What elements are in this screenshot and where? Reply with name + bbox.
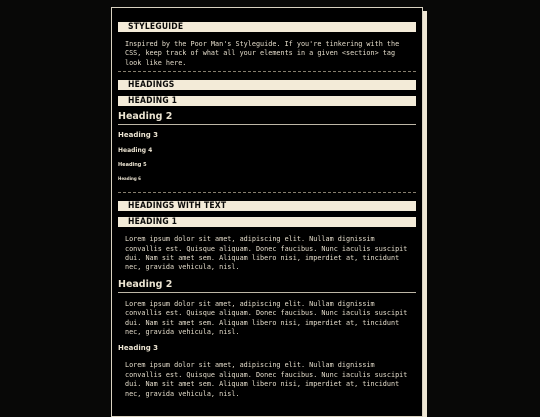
heading-3-with-text: Heading 3 <box>118 344 159 353</box>
styleguide-title: STYLEGUIDE <box>118 22 416 32</box>
heading-2-sample: Heading 2 <box>118 111 416 125</box>
heading-6-sample: Heading 6 <box>118 176 141 182</box>
heading-4-sample: Heading 4 <box>118 147 153 155</box>
heading-2-with-text: Heading 2 <box>118 279 416 293</box>
paragraph-after-heading-3: Lorem ipsum dolor sit amet, adipiscing elit. Nullam dignissim convallis est. Quisque aliquam. Donec faucibus. Nunc iaculis suscipit dui. Nam sit amet sem. Aliquam libero nisi, imperdiet at, tincidunt nec, gravida vehicula, nisl. <box>125 361 408 398</box>
section-title-headings: HEADINGS <box>118 80 416 90</box>
heading-3-sample: Heading 3 <box>118 131 159 140</box>
styleguide-intro: Inspired by the Poor Man's Styleguide. If you're tinkering with the CSS, keep track of what all your elements in a given <section> tag look like here. <box>125 40 400 67</box>
heading-1-sample: HEADING 1 <box>118 96 416 106</box>
heading-1-with-text: HEADING 1 <box>118 217 416 227</box>
paragraph-after-heading-1: Lorem ipsum dolor sit amet, adipiscing elit. Nullam dignissim convallis est. Quisque aliquam. Donec faucibus. Nunc iaculis suscipit dui. Nam sit amet sem. Aliquam libero nisi, imperdiet at, tincidunt nec, gravida vehicula, nisl. <box>125 235 408 272</box>
section-title-headings-with-text: HEADINGS WITH TEXT <box>118 201 416 211</box>
styleguide-panel <box>111 7 423 417</box>
paragraph-after-heading-2: Lorem ipsum dolor sit amet, adipiscing elit. Nullam dignissim convallis est. Quisque aliquam. Donec faucibus. Nunc iaculis suscipit dui. Nam sit amet sem. Aliquam libero nisi, imperdiet at, tincidunt nec, gravida vehicula, nisl. <box>125 299 408 337</box>
heading-5-sample: Heading 5 <box>118 162 147 169</box>
